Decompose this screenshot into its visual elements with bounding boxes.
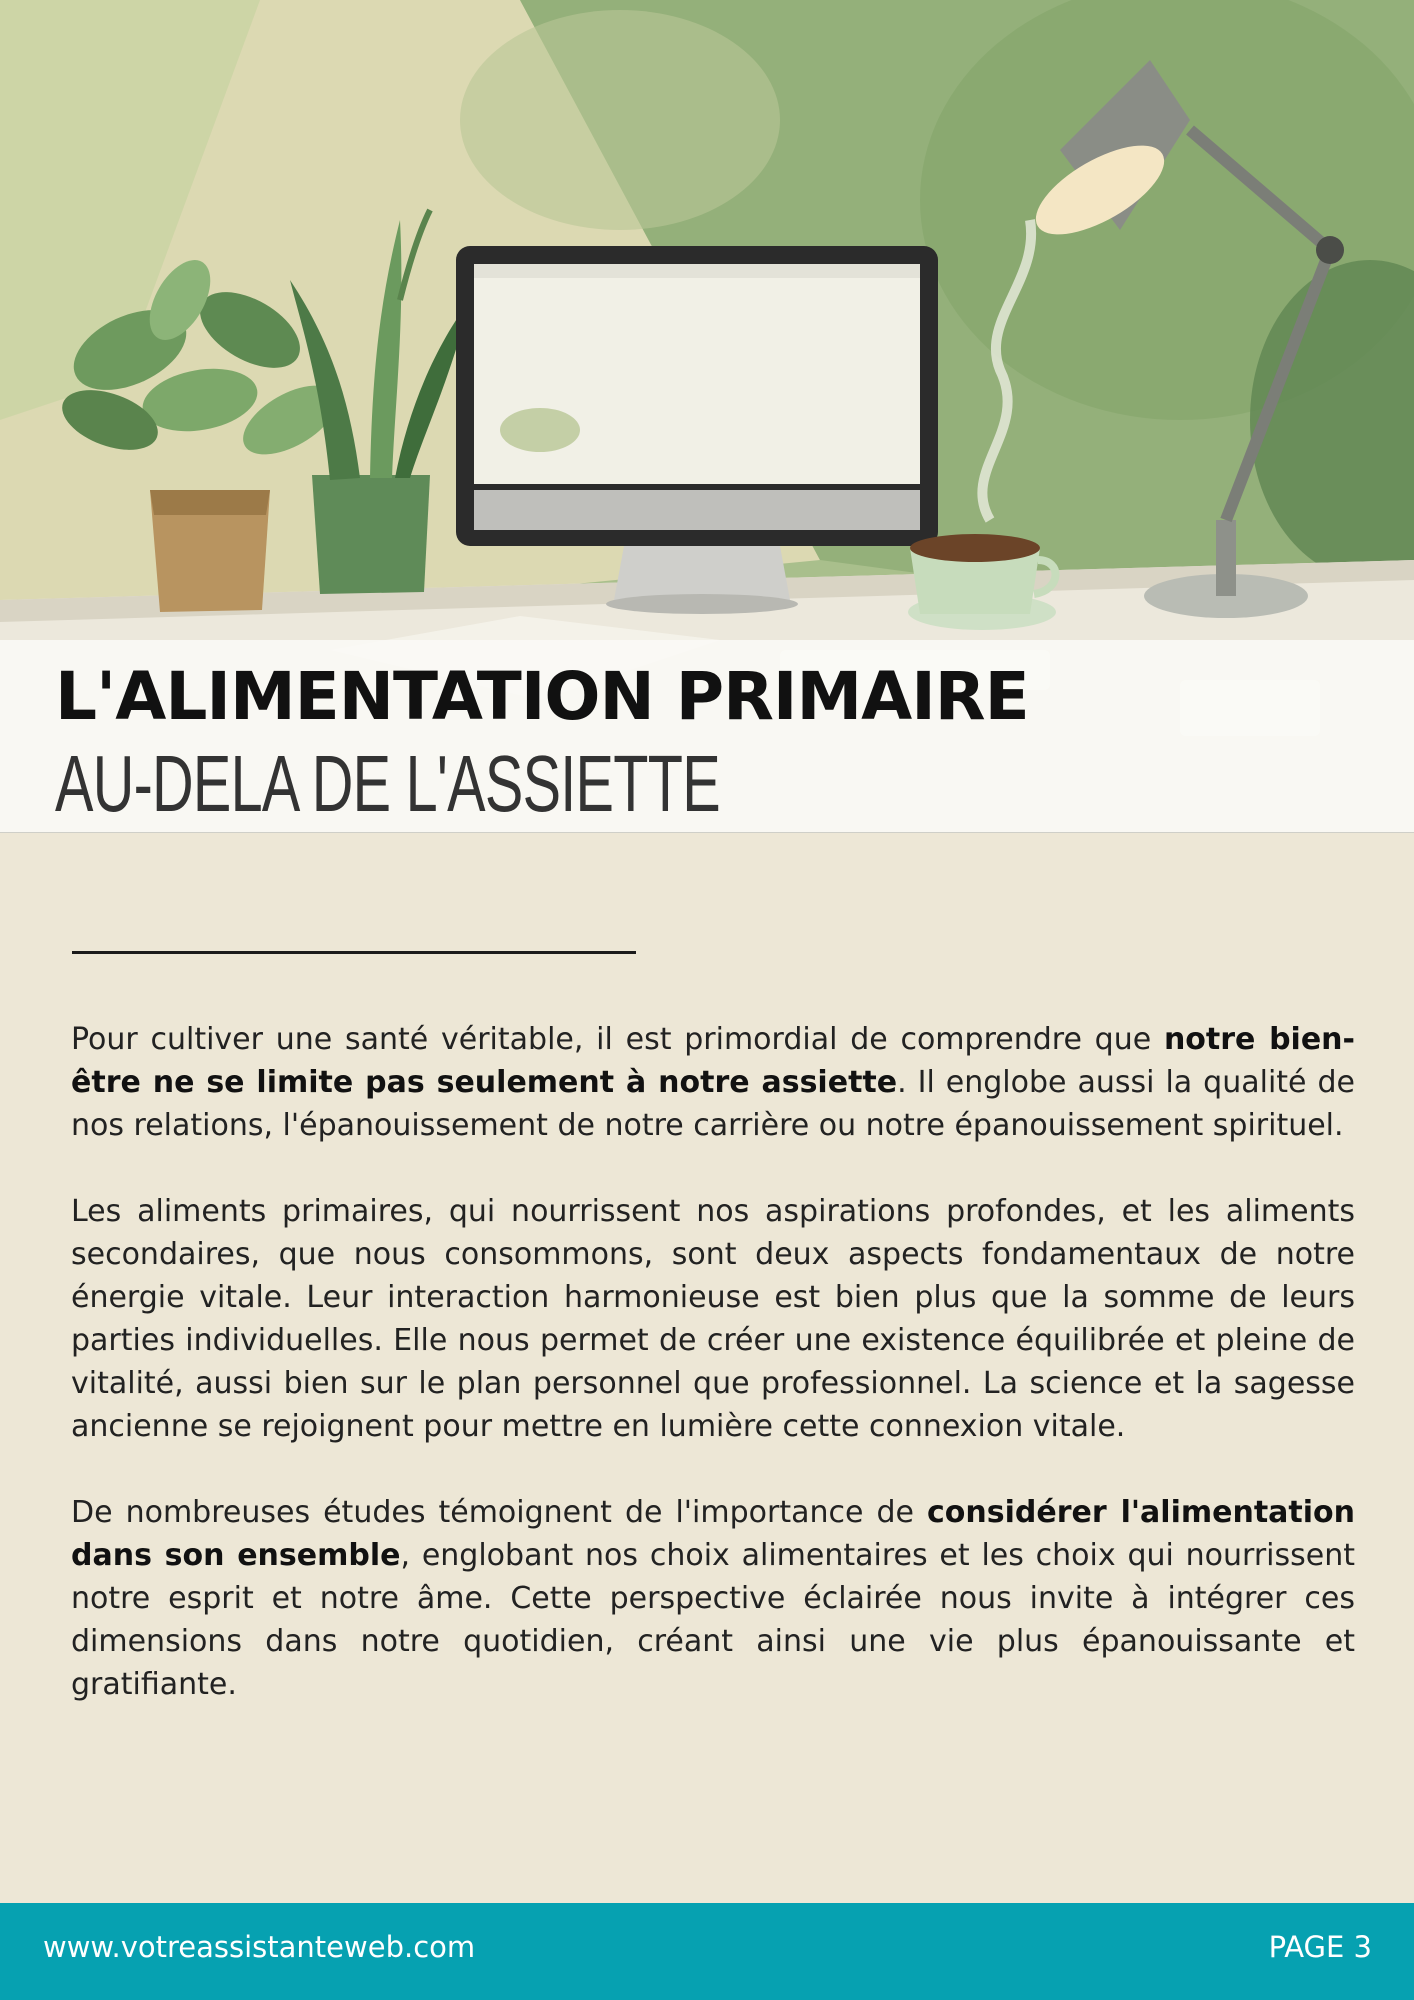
website-link[interactable]: www.votreassistanteweb.com (43, 1930, 476, 1964)
page-subtitle: AU-DELA DE L'ASSIETTE (55, 739, 720, 828)
paragraph-3: De nombreuses études témoignent de l'importance de considérer l'alimentation dans son ensemble, englobant nos choix alimentaires et les choix qui nourrissent notre esprit et notre âme. Cette perspective éclairée nous invite à intégrer ces dimensions dans notre quotidien, créant ainsi une vie plus épanouissante et gratifiante. (71, 1495, 1355, 1702)
page-title: L'ALIMENTATION PRIMAIRE (55, 658, 1029, 735)
paragraph-2: Les aliments primaires, qui nourrissent nos aspirations profondes, et les aliments secondaires, que nous consommons, sont deux aspects fondamentaux de notre énergie vitale. Leur interaction harmonieuse est bien plus que la somme de leurs parties individuelles. Elle nous permet de créer une existence équilibrée et pleine de vitalité, aussi bien sur le plan personnel que professionnel. La science et la sagesse ancienne se rejoignent pour mettre en lumière cette connexion vitale. (71, 1194, 1355, 1444)
article-body (71, 1018, 1355, 1749)
page-number: PAGE 3 (1268, 1930, 1372, 1964)
divider (72, 951, 636, 954)
footer-bar (0, 1903, 1414, 2000)
paragraph-1: Pour cultiver une santé véritable, il est primordial de comprendre que notre bien-être ne se limite pas seulement à notre assiette. Il englobe aussi la qualité de nos relations, l'épanouissement de notre carrière ou notre épanouissement spirituel. (71, 1022, 1355, 1143)
